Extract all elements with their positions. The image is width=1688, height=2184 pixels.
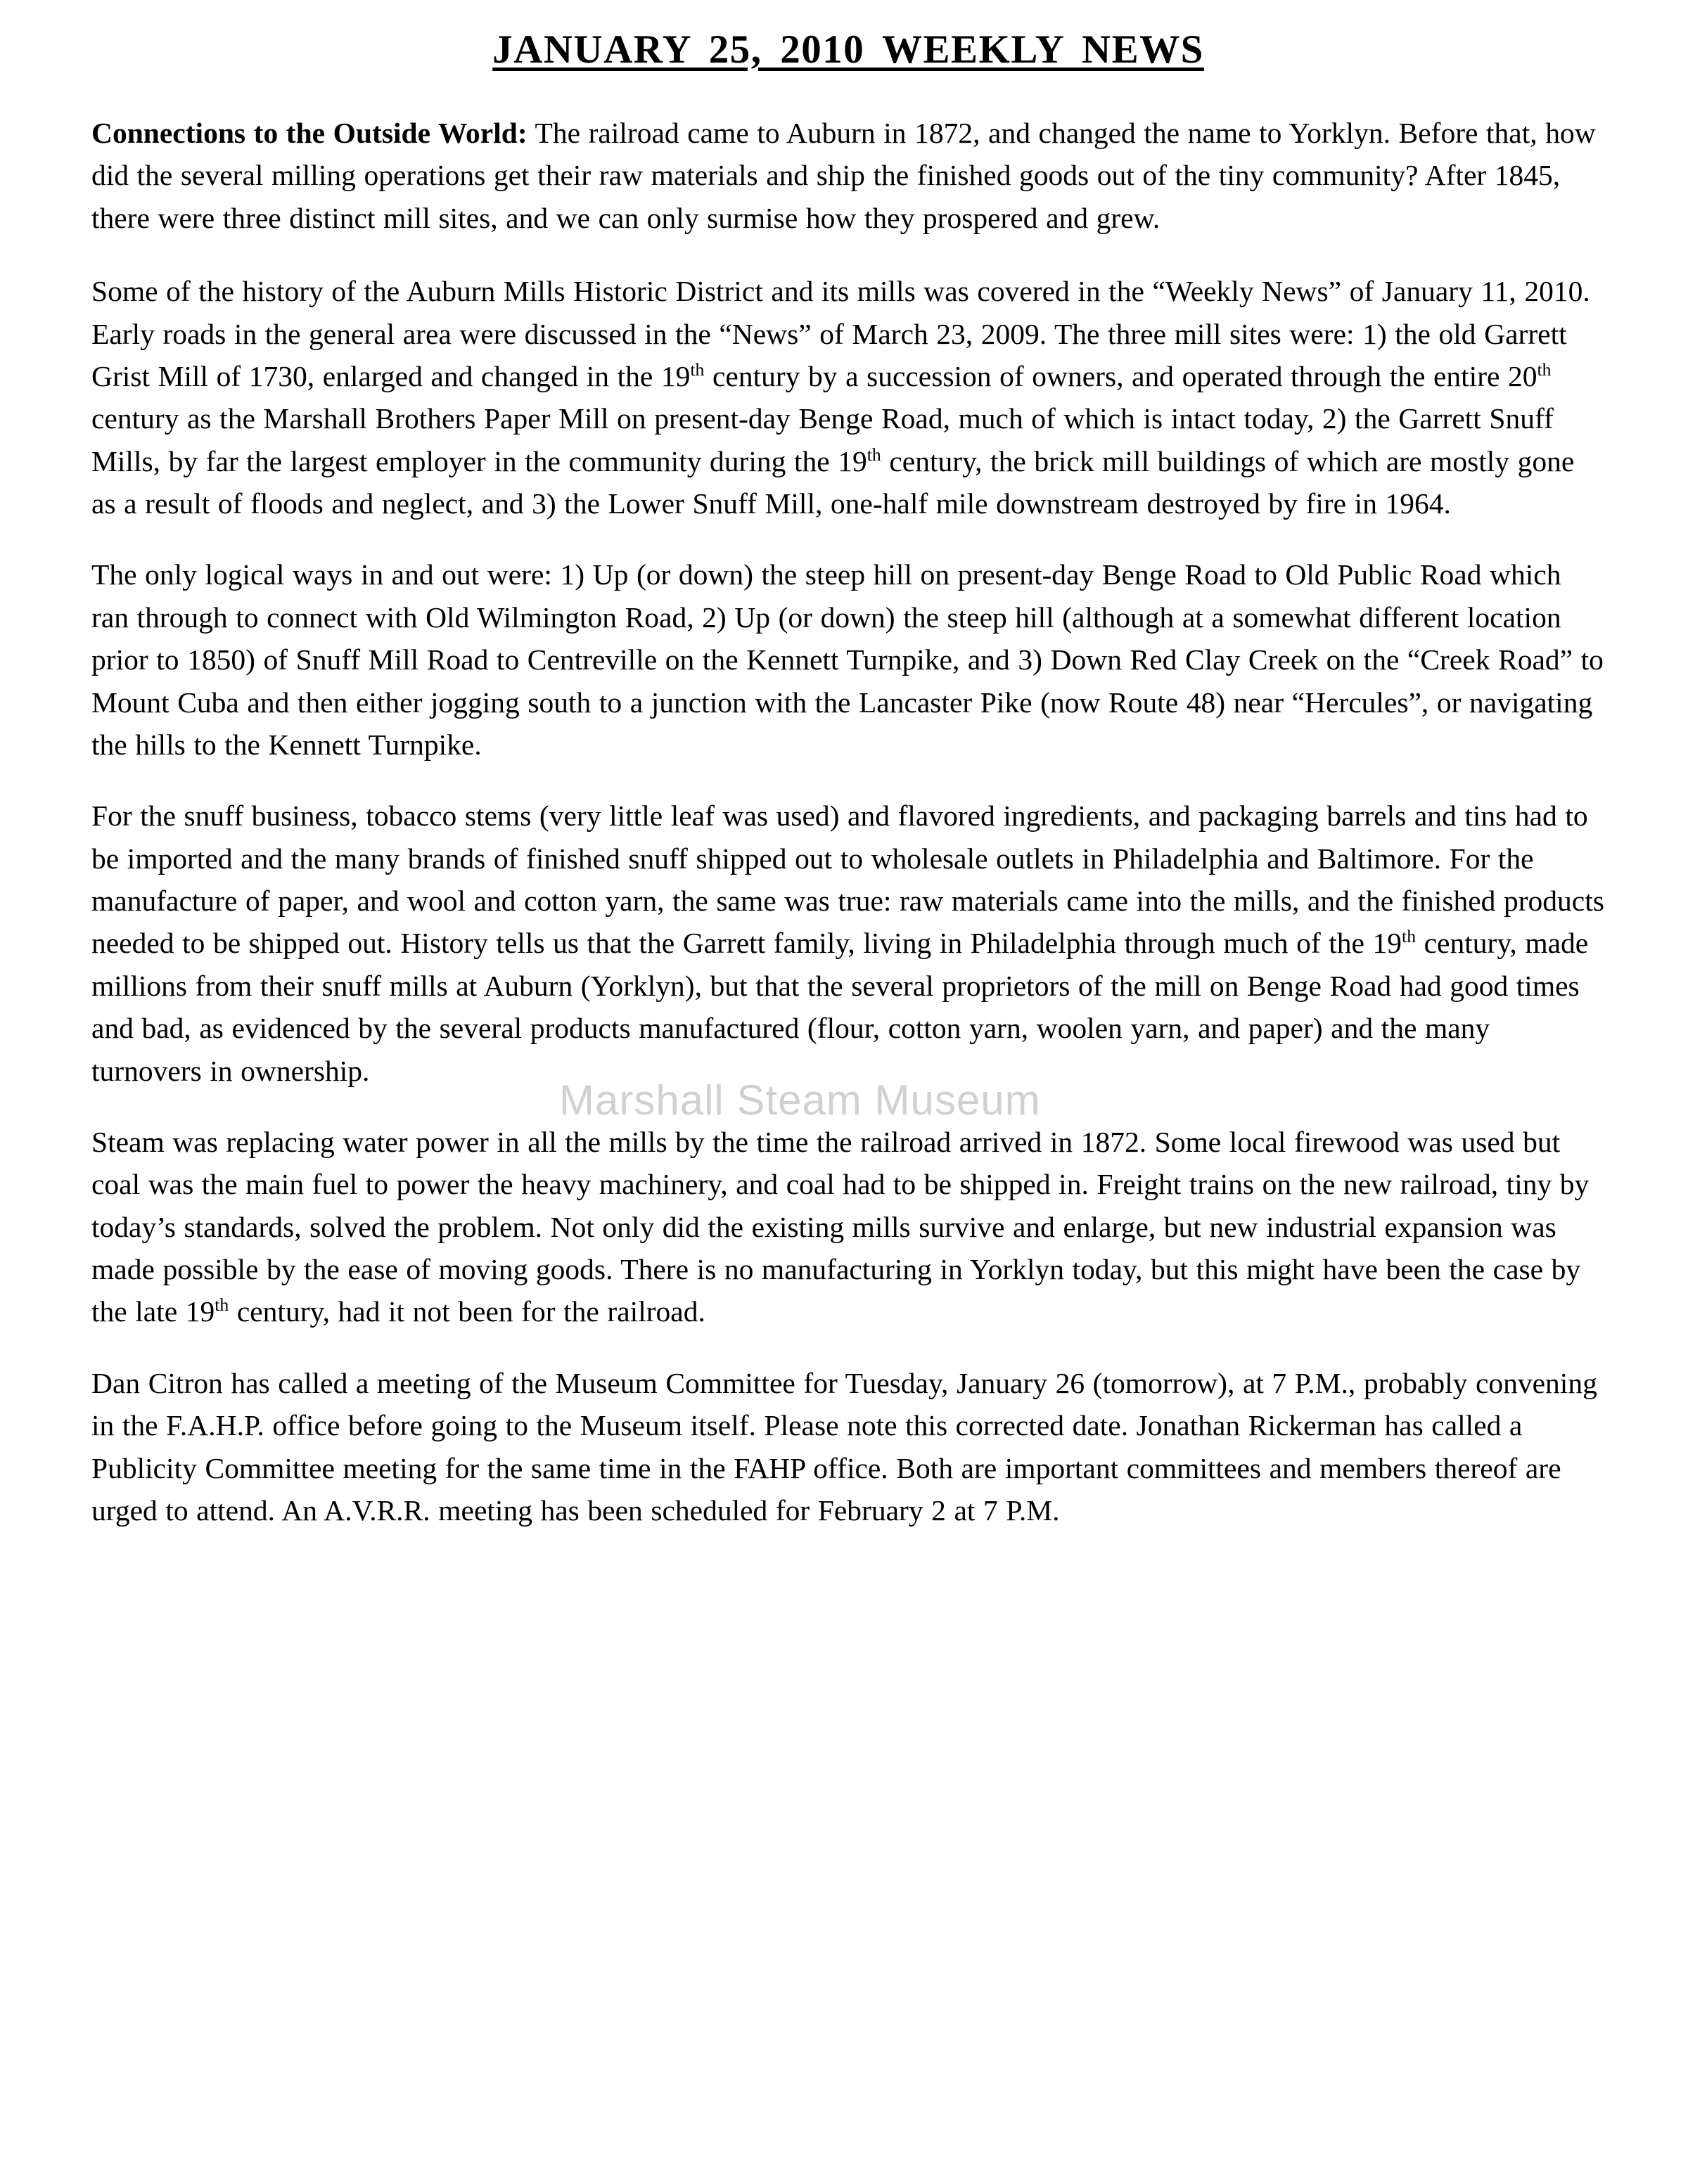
page-title: JANUARY 25, 2010 WEEKLY NEWS: [492, 27, 1204, 72]
ordinal-suffix-1: th: [215, 1295, 229, 1316]
paragraph-text: The railroad came to Auburn in 1872, and changed the name to Yorklyn. Before that, how did the several milling operations get their raw materials and ship the finished goods out of the tiny community? After 1845, there were three distinct mill sites, and we can only surmise how they prospered and grew.: [91, 117, 1596, 234]
paragraph-snuff-business: [91, 795, 1605, 1092]
paragraph-text-part-1: Steam was replacing water power in all the mills by the time the railroad arrived in 1872. Some local firewood was used but coal was the main fuel to power the heavy machinery, and coal had to be shipped in. Freight trains on the new railroad, tiny by today’s standards, solved the problem. Not only did the existing mills survive and enlarge, but new industrial expansion was made possible by the ease of moving goods. There is no manufacturing in Yorklyn today, but this might have been the case by the late 19: [91, 1125, 1590, 1328]
paragraph-text-part-2: century, made millions from their snuff mills at Auburn (Yorklyn), but that the several proprietors of the mill on Benge Road had good times and bad, as evidenced by the several products manufactured (flour, cotton yarn, woolen yarn, and paper) and the many turnovers in ownership.: [91, 927, 1589, 1087]
paragraph-steam-power: [91, 1121, 1605, 1333]
paragraph-mill-history: [91, 270, 1605, 525]
paragraph-text-part-4: century, the brick mill buildings of which are mostly gone as a result of floods and neglect, and 3) the Lower Snuff Mill, one-half mile downstream destroyed by fire in 1964.: [91, 444, 1575, 520]
paragraph-text-part-1: For the snuff business, tobacco stems (very little leaf was used) and flavored ingredients, and packaging barrels and tins had to be imported and the many brands of finished snuff shipped out to wholesale outlets in Philadelphia and Baltimore. For the manufacture of paper, and wool and cotton yarn, the same was true: raw materials came into the mills, and the finished products needed to be shipped out. History tells us that the Garrett family, living in Philadelphia through much of the 19: [91, 799, 1604, 960]
paragraph-text-part-3: century as the Marshall Brothers Paper Mill on present-day Benge Road, much of which is intact today, 2) the Garrett Snuff Mills, by far the largest employer in the community during the 19: [91, 402, 1554, 477]
paragraph-text-part-2: century by a succession of owners, and operated through the entire 20: [704, 359, 1537, 392]
paragraph-routes: The only logical ways in and out were: 1) Up (or down) the steep hill on present-day Benge Road to Old Public Road which ran through to connect with Old Wilmington Road, 2) Up (or down) the steep hill (although at a somewhat different location prior to 1850) of Snuff Mill Road to Centreville on the Kennett Turnpike, and 3) Down Red Clay Creek on the “Creek Road” to Mount Cuba and then either jogging south to a junction with the Lancaster Pike (now Route 48) near “Hercules”, or navigating the hills to the Kennett Turnpike.: [91, 558, 1604, 761]
paragraph-text-part-2: century, had it not been for the railroad.: [229, 1295, 705, 1328]
ordinal-suffix-3: th: [867, 444, 881, 465]
ordinal-suffix-1: th: [1402, 926, 1417, 947]
watermark-text: Marshall Steam Museum: [559, 1077, 1041, 1124]
ordinal-suffix-2: th: [1537, 359, 1552, 380]
paragraph-text-part-1: Some of the history of the Auburn Mills Historic District and its mills was covered in the “Weekly News” of January 11, 2010. Early roads in the general area were discussed in the “News” of March 23, 2009. The three mill sites were: 1) the old Garrett Grist Mill of 1730, enlarged and changed in the 19: [91, 275, 1590, 392]
ordinal-suffix-1: th: [690, 359, 705, 380]
paragraph-meetings: Dan Citron has called a meeting of the Museum Committee for Tuesday, January 26 (tomorrow), at 7 P.M., probably convening in the F.A.H.P. office before going to the Museum itself. Please note this corrected date. Jonathan Rickerman has called a Publicity Committee meeting for the same time in the FAHP office. Both are important committees and members thereof are urged to attend. An A.V.R.R. meeting has been scheduled for February 2 at 7 P.M.: [91, 1366, 1597, 1527]
paragraph-lead-label: Connections to the Outside World:: [91, 117, 528, 149]
paragraph-connections: [91, 112, 1605, 239]
